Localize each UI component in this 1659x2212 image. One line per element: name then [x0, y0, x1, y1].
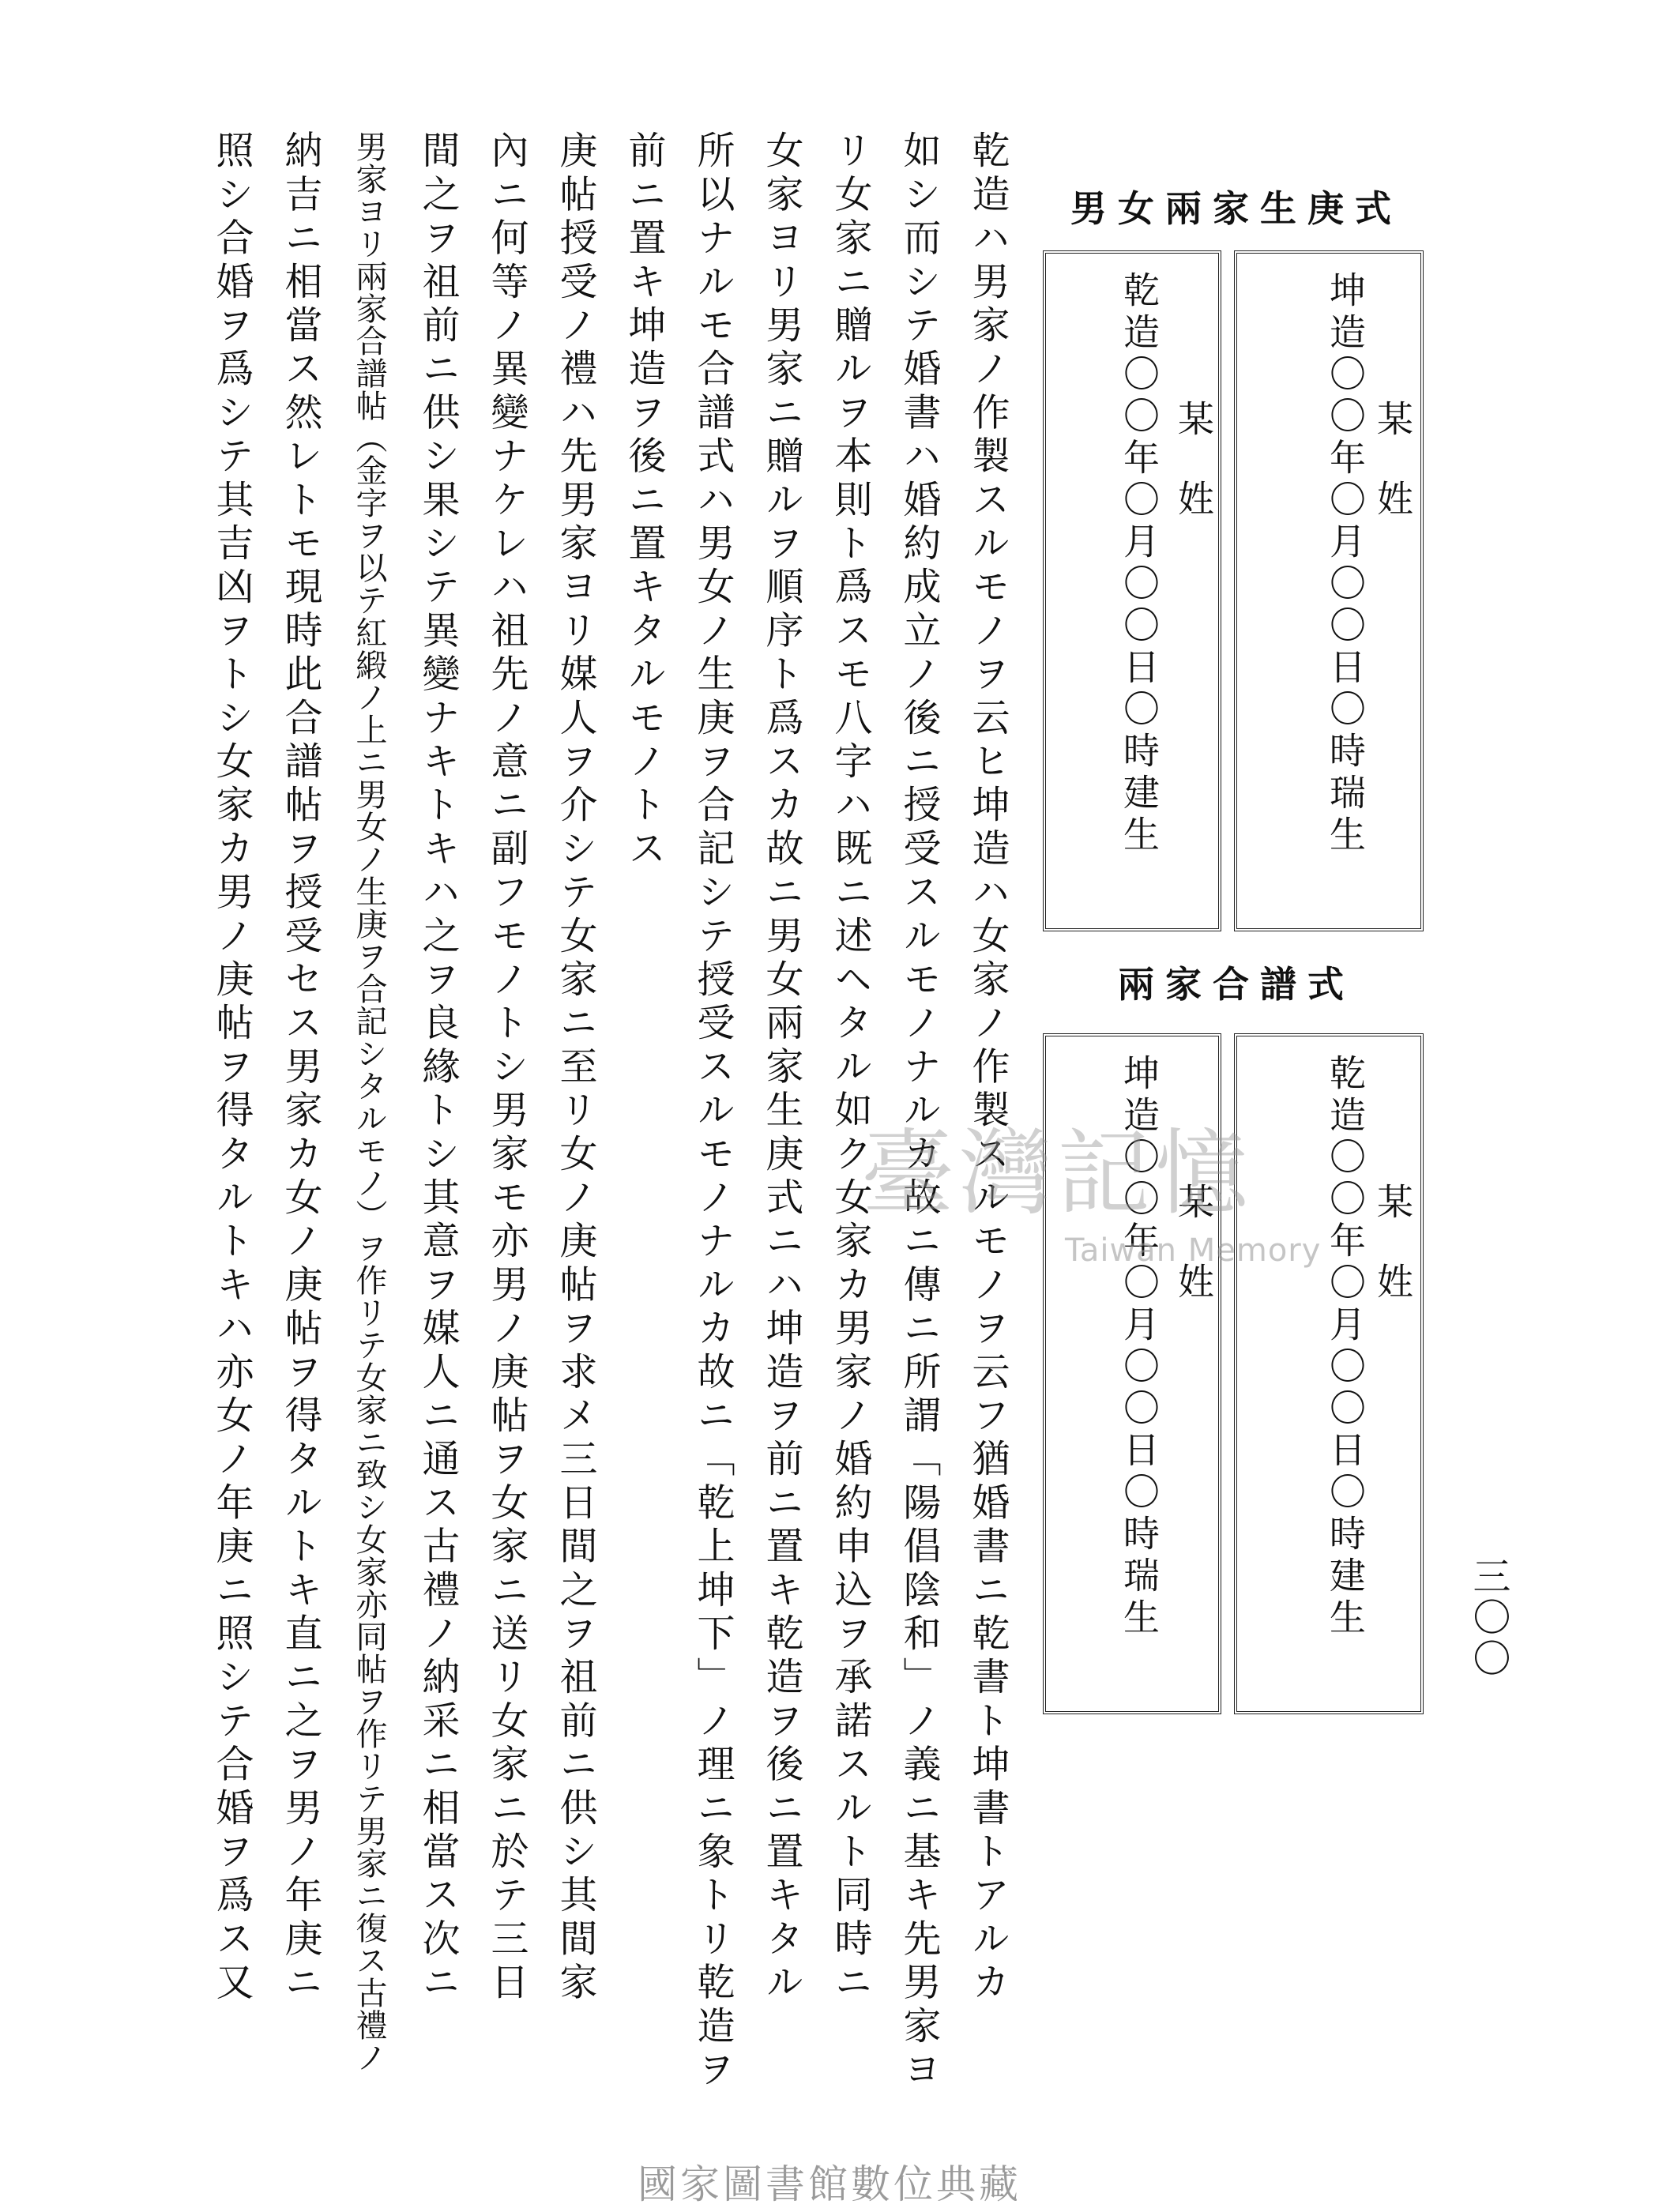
section1-box-left	[1043, 250, 1221, 931]
section1-box-right	[1234, 250, 1424, 931]
text-column: 乾造ハ男家ノ作製スルモノヲ云ヒ坤造ハ女家ノ作製スルモノヲ云フ猶婚書ニ乾書ト坤書トアルカ	[965, 130, 1010, 2006]
text-column: 納吉ニ相當ス然レトモ現時此合譜帖ヲ授受セス男家カ女ノ庚帖ヲ得タルトキ直ニ之ヲ男ノ年庚ニ	[278, 130, 322, 2006]
box-main-text: 乾造〇〇年〇月〇〇日〇時建生	[1324, 1054, 1367, 1640]
section1-heading: 男女兩家生庚式	[1070, 187, 1402, 230]
text-column: 照シ合婚ヲ爲シテ其吉凶ヲトシ女家カ男ノ庚帖ヲ得タルトキハ亦女ノ年庚ニ照シテ合婚ヲ爲ス又	[209, 130, 254, 2006]
text-column: 男家ヨリ兩家合譜帖（金字ヲ以テ紅緞ノ上ニ男女ノ生庚ヲ合記シタルモノ）ヲ作リテ女家ニ致シ女家亦同帖ヲ作リテ男家ニ復ス古禮ノ	[351, 130, 387, 2074]
text-column: 如シ而シテ婚書ハ婚約成立ノ後ニ授受スルモノナルカ故ニ傳ニ所謂「陽倡陰和」ノ義ニ基キ先男家ヨ	[897, 130, 941, 2093]
box-main-text: 坤造〇〇年〇月〇〇日〇時瑞生	[1118, 1054, 1161, 1640]
text-column: 女家ヨリ男家ニ贈ルヲ順序ト爲スカ故ニ男女兩家生庚式ニハ坤造ヲ前ニ置キ乾造ヲ後ニ置キタル	[759, 130, 803, 2006]
section2-box-right	[1234, 1033, 1424, 1714]
box-main-text: 坤造〇〇年〇月〇〇日〇時瑞生	[1324, 271, 1367, 857]
watermark-logo: 臺灣記憶	[861, 1119, 1254, 1228]
section2-heading: 兩家合譜式	[1118, 963, 1355, 1006]
text-column: 內ニ何等ノ異變ナケレハ祖先ノ意ニ副フモノトシ男家モ亦男ノ庚帖ヲ女家ニ送リ女家ニ於テ三日	[484, 130, 529, 2006]
watermark-logo-english: Taiwan Memory	[1065, 1232, 1322, 1269]
text-column: 前ニ置キ坤造ヲ後ニ置キタルモノトス	[622, 130, 666, 872]
box-main-text: 乾造〇〇年〇月〇〇日〇時建生	[1118, 271, 1161, 857]
box-surname-text: 某姓	[1172, 400, 1215, 559]
box-surname-text: 某姓	[1172, 1183, 1215, 1342]
text-column: 庚帖授受ノ禮ハ先男家ヨリ媒人ヲ介シテ女家ニ至リ女ノ庚帖ヲ求メ三日間之ヲ祖前ニ供シ其間家	[553, 130, 597, 2006]
footer-archive-label: 國家圖書館數位典藏	[638, 2161, 1021, 2207]
text-column: 所以ナルモ合譜式ハ男女ノ生庚ヲ合記シテ授受スルモノナルカ故ニ「乾上坤下」ノ理ニ象トリ乾造ヲ	[690, 130, 735, 2093]
text-column: リ女家ニ贈ルヲ本則ト爲スモ八字ハ既ニ述ヘタル如ク女家カ男家ノ婚約申込ヲ承諾スルト同時ニ	[828, 130, 872, 2006]
box-surname-text: 某姓	[1371, 1183, 1414, 1342]
box-surname-text: 某姓	[1371, 400, 1414, 559]
page-number: 三〇〇	[1466, 1556, 1510, 1680]
text-column: 間之ヲ祖前ニ供シ果シテ異變ナキトキハ之ヲ良緣トシ其意ヲ媒人ニ通ス古禮ノ納采ニ相當ス次ニ	[416, 130, 460, 2006]
